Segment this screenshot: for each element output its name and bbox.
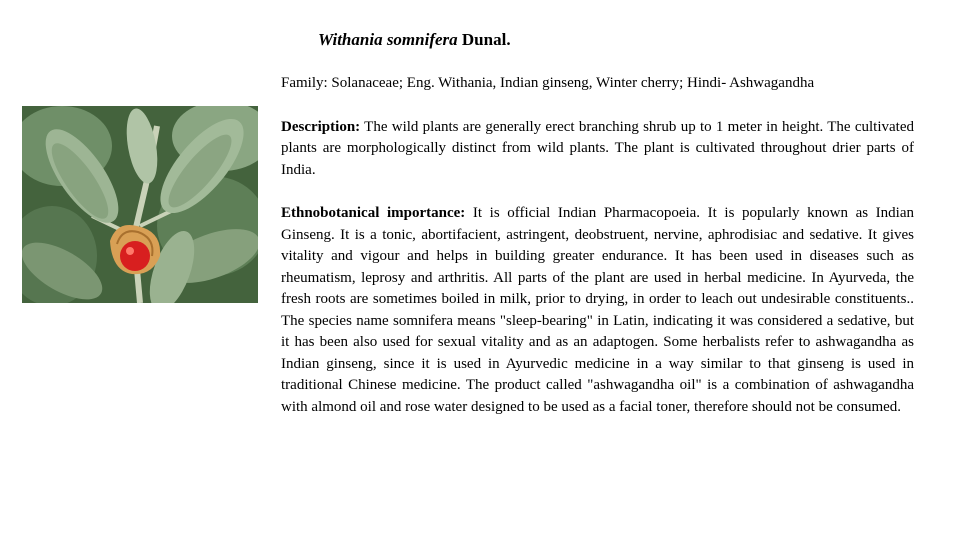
plant-photo — [22, 106, 258, 303]
content-column — [281, 73, 914, 440]
withania-plant-icon — [22, 106, 258, 303]
description-label: Description: — [281, 118, 361, 135]
ethnobotanical-paragraph — [281, 203, 914, 418]
description-paragraph — [281, 117, 914, 182]
description-text: The wild plants are generally erect branching shrub up to 1 meter in height. The cultivated plants are morphologically distinct from wild plants. The plant is cultivated throughout drier parts of India. — [281, 118, 914, 178]
ethnobotanical-text: It is official Indian Pharmacopoeia. It is popularly known as Indian Ginseng. It is a tonic, abortifacient, astringent, deobstruent, nervine, aphrodisiac and sedative. It gives vitality and vigour and helps in building greater endurance. It has been used in diseases such as rheumatism, leprosy and arthritis. All parts of the plant are used in herbal medicine. In Ayurveda, the fresh roots are sometimes boiled in milk, prior to drying, in order to leach out undesirable constituents.. The species name somnifera means "sleep-bearing" in Latin, indicating it was considered a sedative, but it has been also used for sexual vitality and as an adaptogen. Some herbalists refer to ashwagandha as Indian ginseng, since it is used in Ayurvedic medicine in a way similar to that ginseng is used in traditional Chinese medicine. The product called "ashwagandha oil" is a combination of ashwagandha with almond oil and rose water designed to be used as a facial toner, therefore should not be consumed. — [281, 205, 914, 415]
author-name: Dunal. — [461, 30, 511, 49]
page-title — [318, 30, 511, 50]
family-paragraph: Family: Solanaceae; Eng. Withania, Indian ginseng, Winter cherry; Hindi- Ashwagandha — [281, 75, 815, 91]
scientific-name: Withania somnifera — [318, 30, 458, 49]
ethnobotanical-label: Ethnobotanical importance: — [281, 205, 466, 221]
